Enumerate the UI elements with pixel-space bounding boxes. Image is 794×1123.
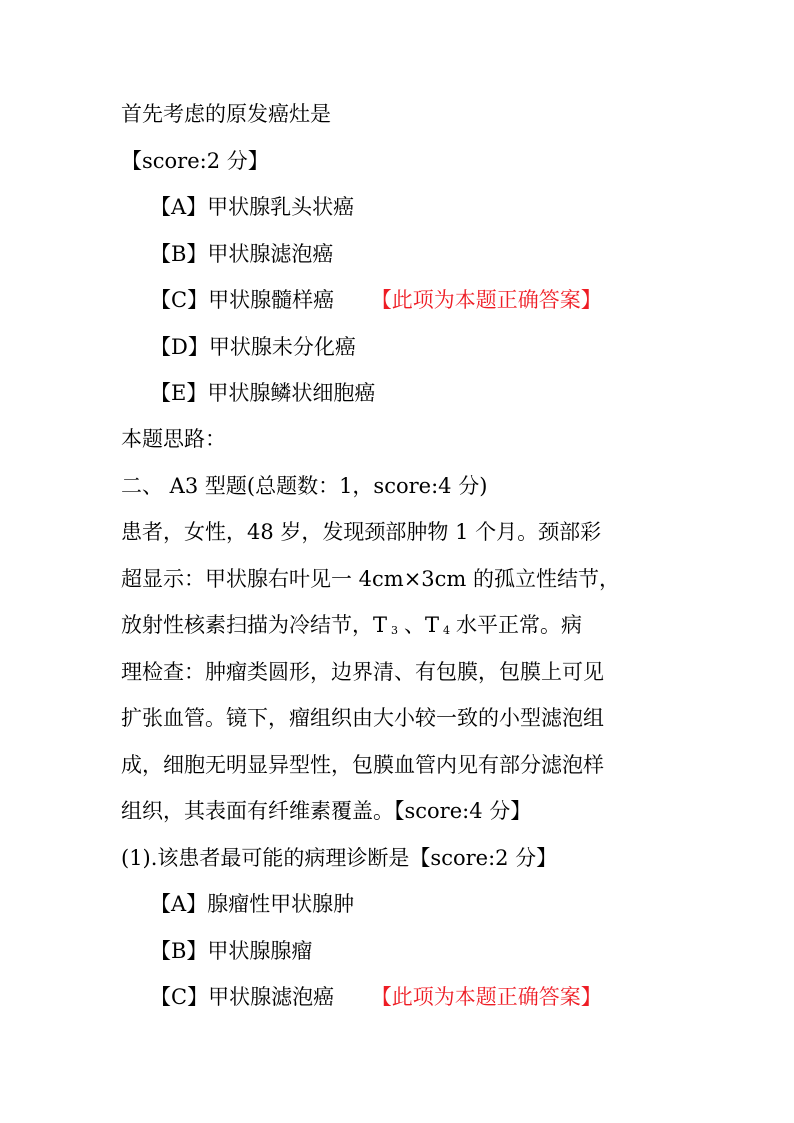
case-line-5: 扩张血管。镜下，瘤组织由大小较一致的小型滤泡组: [121, 706, 604, 730]
subscript-4: 4: [443, 624, 451, 637]
case-line-2: 超显示：甲状腺右叶见一 4cm×3cm 的孤立性结节，: [121, 567, 621, 591]
sub-option-c: [150, 983, 602, 1011]
correct-answer-mark-2: 【此项为本题正确答案】: [370, 985, 602, 1009]
sub-option-c-text: 【C】甲状腺滤泡癌: [150, 985, 335, 1009]
case-line-7: 组织，其表面有纤维素覆盖。【score:4 分】: [121, 799, 532, 823]
option-c: [150, 286, 602, 314]
sub-question: (1).该患者最可能的病理诊断是【score:2 分】: [121, 846, 558, 870]
option-c-text: 【C】甲状腺髓样癌: [150, 288, 335, 312]
option-e: 【E】甲状腺鳞状细胞癌: [150, 381, 376, 405]
question-stem: 首先考虑的原发癌灶是: [121, 102, 331, 126]
rationale-label: 本题思路：: [121, 427, 226, 451]
case-line-4: 理检查：肿瘤类圆形，边界清、有包膜，包膜上可见: [121, 660, 604, 684]
case-line-3-text: 放射性核素扫描为冷结节，T: [121, 613, 388, 637]
correct-answer-mark: 【此项为本题正确答案】: [370, 288, 602, 312]
case-line-3-end: 水平正常。病: [456, 613, 583, 637]
sub-option-a: 【A】腺瘤性甲状腺肿: [150, 892, 355, 916]
subscript-3: 3: [391, 624, 399, 637]
case-line-6: 成，细胞无明显异型性，包膜血管内见有部分滤泡样: [121, 753, 604, 777]
option-b: 【B】甲状腺滤泡癌: [150, 242, 334, 266]
section-heading: 二、 A3 型题(总题数：1，score:4 分): [121, 474, 488, 498]
question-score: 【score:2 分】: [121, 149, 269, 173]
option-d: 【D】甲状腺未分化癌: [150, 335, 356, 359]
case-line-3-t4: 、T: [404, 613, 440, 637]
option-a: 【A】甲状腺乳头状癌: [150, 195, 355, 219]
sub-option-b: 【B】甲状腺腺瘤: [150, 939, 313, 963]
case-line-3: [121, 611, 582, 645]
case-line-1: 患者，女性，48 岁，发现颈部肿物 1 个月。颈部彩: [121, 520, 602, 544]
